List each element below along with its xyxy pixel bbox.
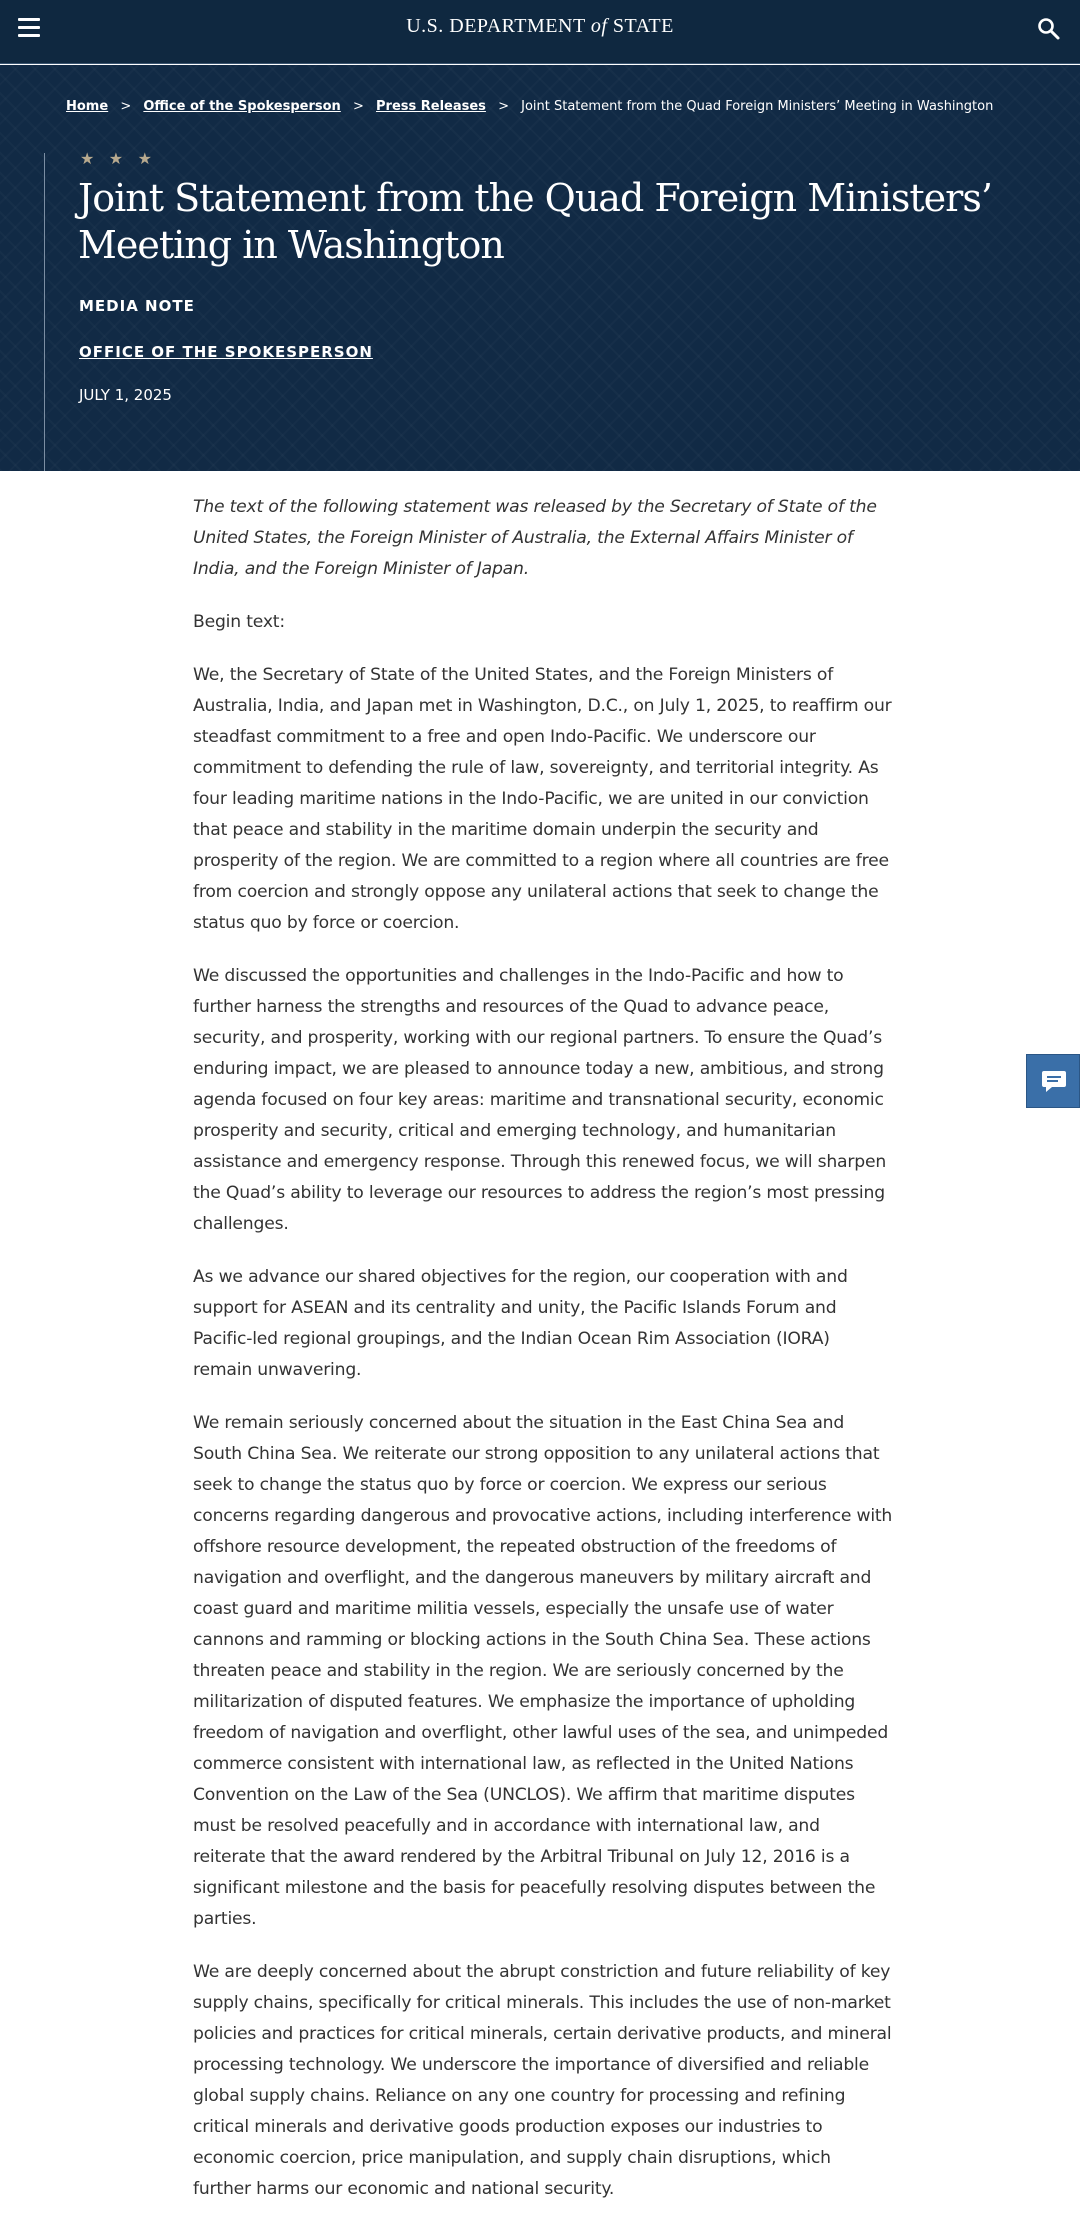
breadcrumb-press-releases[interactable]: Press Releases (376, 99, 486, 114)
brand-of: of (590, 15, 608, 37)
top-nav-bar (0, 0, 1080, 64)
breadcrumb-separator: > (498, 99, 509, 114)
content-type-label: MEDIA NOTE (79, 297, 195, 315)
hero-divider (44, 153, 45, 471)
article-paragraph: We are deeply concerned about the abrupt constriction and future reliability of key supply chains, specifically for critical minerals. This includes the use of non-market policies and practices for critical minerals, certain derivative products, and mineral processing technology. We underscore the importance of diversified and reliable global supply chains. Reliance on any one country for processing and refining critical minerals and derivative goods production exposes our industries to economic coercion, price manipulation, and supply chain disruptions, which further harms our economic and national security. (193, 1962, 892, 2199)
article-paragraph: We discussed the opportunities and challenges in the Indo-Pacific and how to further harness the strengths and resources of the Quad to advance peace, security, and prosperity, working with our regional partners. To ensure the Quad’s enduring impact, we are pleased to announce today a new, ambitious, and strong agenda focused on four key areas: maritime and transnational security, economic prosperity and security, critical and emerging technology, and humanitarian assistance and emergency response. Through this renewed focus, we will sharpen the Quad’s ability to leverage our resources to address the region’s most pressing challenges. (193, 966, 887, 1234)
article-paragraph: We remain seriously concerned about the situation in the East China Sea and South China Sea. We reiterate our strong opposition to any unilateral actions that seek to change the status quo by force or coercion. We express our serious concerns regarding dangerous and provocative actions, including interference with offshore resource development, the repeated obstruction of the freedoms of navigation and overflight, and the dangerous maneuvers by military aircraft and coast guard and maritime militia vessels, especially the unsafe use of water cannons and ramming or blocking actions in the South China Sea. These actions threaten peace and stability in the region. We are seriously concerned by the militarization of disputed features. We emphasize the importance of upholding freedom of navigation and overflight, other lawful uses of the sea, and unimpeded commerce consistent with international law, as reflected in the United Nations Convention on the Law of the Sea (UNCLOS). We affirm that maritime disputes must be resolved peacefully and in accordance with international law, and reiterate that the award rendered by the Arbitral Tribunal on July 12, 2016 is a significant milestone and the basis for peacefully resolving disputes between the parties. (193, 1413, 893, 1929)
intro-paragraph: The text of the following statement was released by the Secretary of State of the United States, the Foreign Minister of Australia, the External Affairs Minister of India, and the Foreign Minister of Japan. (193, 497, 877, 579)
breadcrumb-separator: > (120, 99, 132, 114)
article-paragraph: We, the Secretary of State of the United States, and the Foreign Ministers of Australia, India, and Japan met in Washington, D.C., on July 1, 2025, to reaffirm our steadfast commitment to a free and open Indo-Pacific. We underscore our commitment to defending the rule of law, sovereignty, and territorial integrity. As four leading maritime nations in the Indo-Pacific, we are united in our conviction that peace and stability in the maritime domain underpin the security and prosperity of the region. We are committed to a region where all countries are free from coercion and strongly oppose any unilateral actions that seek to change the status quo by force or coercion. (193, 665, 892, 933)
breadcrumb-separator: > (352, 99, 364, 114)
breadcrumb-current: Joint Statement from the Quad Foreign Ministers’ Meeting in Washington (521, 99, 994, 114)
breadcrumb-home[interactable]: Home (66, 99, 109, 114)
search-icon[interactable] (1036, 16, 1064, 44)
breadcrumb-office-of-the-spokesperson[interactable]: Office of the Spokesperson (143, 99, 341, 114)
chat-bubble-icon (1040, 1069, 1068, 1095)
brand-prefix: U.S. DEPARTMENT (406, 15, 586, 37)
feedback-chat-button[interactable] (1026, 1054, 1080, 1108)
page-title: Joint Statement from the Quad Foreign Ministers’ Meeting in Washington (78, 176, 992, 267)
site-logo[interactable] (0, 15, 1080, 38)
brand-suffix: STATE (612, 15, 674, 37)
publication-date: JULY 1, 2025 (79, 386, 172, 404)
office-link[interactable]: OFFICE OF THE SPOKESPERSON (79, 343, 373, 361)
stars-icon: ★ ★ ★ (80, 151, 157, 168)
article-paragraph: As we advance our shared objectives for the region, our cooperation with and support for ASEAN and its centrality and unity, the Pacific Islands Forum and Pacific-led regional groupings, and the Indian Ocean Rim Association (IORA) remain unwavering. (193, 1267, 848, 1380)
breadcrumb (66, 99, 993, 114)
hero-banner (0, 65, 1080, 471)
article-body (193, 492, 893, 2227)
begin-text-label: Begin text: (193, 612, 285, 632)
